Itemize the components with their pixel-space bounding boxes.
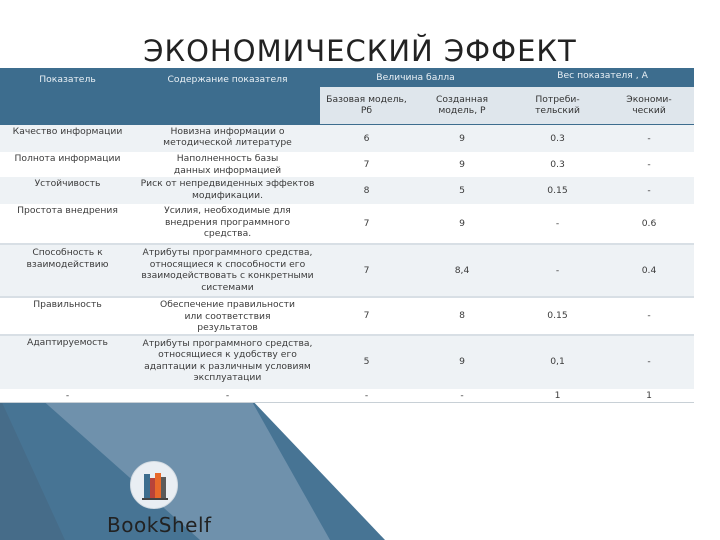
row-created: - [413, 389, 511, 403]
row-economic: - [604, 152, 694, 177]
row-economic: - [604, 335, 694, 389]
row-base: 6 [320, 124, 413, 152]
economic-effect-table [0, 68, 694, 403]
row-content: Наполненность базы данных информацией [135, 152, 320, 177]
row-economic: - [604, 177, 694, 204]
row-base: 7 [320, 244, 413, 297]
row-consumer: 0.15 [511, 297, 604, 335]
bookshelf-logo-circle [130, 461, 178, 509]
row-base: 7 [320, 297, 413, 335]
row-content: Новизна информации о методической литературе [135, 124, 320, 152]
row-content: Атрибуты программного средства, относящиеся к удобству его адаптации к различным условиям эксплуатации [135, 335, 320, 389]
row-economic: - [604, 124, 694, 152]
table-row [0, 177, 694, 204]
row-base: 7 [320, 152, 413, 177]
row-economic: 0.4 [604, 244, 694, 297]
header-score-value: Величина балла [320, 68, 511, 87]
row-indicator: Качество информации [0, 124, 135, 152]
row-indicator: Способность к взаимодействию [0, 244, 135, 297]
table-row [0, 124, 694, 152]
row-content: Риск от непредвиденных эффектов модификации. [135, 177, 320, 204]
row-consumer: - [511, 244, 604, 297]
row-indicator: Простота внедрения [0, 204, 135, 244]
row-consumer: 1 [511, 389, 604, 403]
row-consumer: 0.3 [511, 152, 604, 177]
row-indicator: Полнота информации [0, 152, 135, 177]
header-created-model: Созданная модель, Р [413, 87, 511, 124]
row-consumer: - [511, 204, 604, 244]
row-consumer: 0,1 [511, 335, 604, 389]
header-base-model: Базовая модель, Рб [320, 87, 413, 124]
row-created: 9 [413, 204, 511, 244]
header-economic: Экономи-ческий [604, 87, 694, 124]
header-content: Содержание показателя [135, 68, 320, 124]
row-content: Обеспечение правильности или соответствия результатов [135, 297, 320, 335]
row-indicator: - [0, 389, 135, 403]
bookshelf-logo-text: BookShelf [107, 513, 212, 537]
row-created: 8 [413, 297, 511, 335]
row-created: 9 [413, 335, 511, 389]
row-content: Атрибуты программного средства, относящиеся к способности его взаимодействовать с конкретными системами [135, 244, 320, 297]
row-created: 8,4 [413, 244, 511, 297]
table-row [0, 389, 694, 403]
row-economic: 0.6 [604, 204, 694, 244]
header-indicator: Показатель [0, 68, 135, 124]
table-row [0, 204, 694, 244]
row-economic: 1 [604, 389, 694, 403]
row-consumer: 0.3 [511, 124, 604, 152]
row-content: Усилия, необходимые для внедрения программного средства. [135, 204, 320, 244]
table-row [0, 152, 694, 177]
table-row [0, 335, 694, 389]
row-created: 9 [413, 124, 511, 152]
row-created: 5 [413, 177, 511, 204]
row-base: 8 [320, 177, 413, 204]
table-row [0, 244, 694, 297]
table-row [0, 297, 694, 335]
bookshelf-icon [131, 462, 179, 510]
header-consumer: Потреби-тельский [511, 87, 604, 124]
row-created: 9 [413, 152, 511, 177]
row-indicator: Правильность [0, 297, 135, 335]
row-consumer: 0.15 [511, 177, 604, 204]
row-indicator: Устойчивость [0, 177, 135, 204]
row-base: - [320, 389, 413, 403]
slide-title: ЭКОНОМИЧЕСКИЙ ЭФФЕКТ [143, 34, 577, 68]
row-base: 7 [320, 204, 413, 244]
row-economic: - [604, 297, 694, 335]
row-indicator: Адаптируемость [0, 335, 135, 389]
header-weight: Вес показателя , А [511, 68, 694, 87]
row-base: 5 [320, 335, 413, 389]
row-content: - [135, 389, 320, 403]
